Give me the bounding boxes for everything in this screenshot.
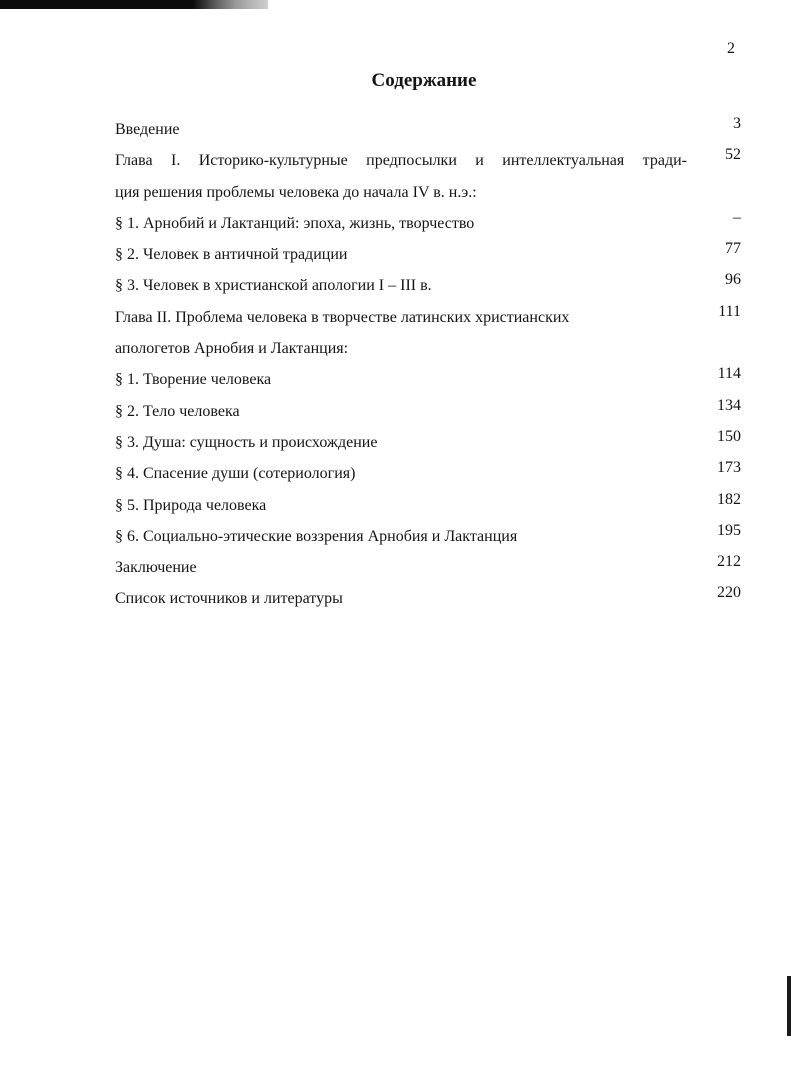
scan-side-mark: [787, 976, 791, 1036]
toc-entry-title: § 2. Человек в античной традиции: [115, 246, 348, 264]
toc-entry-page: 77: [725, 240, 741, 258]
toc-entry-page: 134: [717, 396, 741, 414]
toc-entry-conclusion: [115, 552, 741, 583]
toc-entry-title: § 2. Тело человека: [115, 402, 240, 420]
toc-entry-page: 182: [717, 490, 741, 508]
toc-entry-page: 173: [717, 459, 741, 477]
toc-entry-title: Заключение: [115, 559, 197, 577]
table-of-contents: [115, 114, 741, 615]
toc-entry-section: [115, 490, 741, 521]
toc-entry-page: –: [733, 208, 741, 226]
toc-entry-section: [115, 364, 741, 395]
toc-entry-title-line-1: Глава I. Историко-культурные предпосылки и интеллектуальная тради-: [115, 152, 687, 170]
toc-entry-page: 220: [717, 584, 741, 602]
toc-entry-title: § 1. Творение человека: [115, 371, 272, 389]
toc-entry-section: [115, 427, 741, 458]
toc-entry-page: 52: [725, 146, 741, 164]
toc-entry-title: § 6. Социально-этические воззрения Арнобия и Лактанция: [115, 527, 518, 545]
toc-entry-title: Введение: [115, 121, 180, 138]
toc-entry-page: 114: [717, 365, 741, 383]
page-number: 2: [727, 40, 735, 57]
toc-entry-title: [115, 145, 687, 208]
toc-entry-page: 195: [717, 521, 741, 539]
toc-entry-title: [115, 302, 687, 365]
toc-entry-title-line-2: апологетов Арнобия и Лактанция:: [115, 340, 349, 358]
toc-entry-title: § 3. Человек в христианской апологии I – III в.: [115, 277, 432, 295]
toc-entry-title: § 4. Спасение души (сотериология): [115, 465, 356, 483]
toc-entry-chapter-2: [115, 302, 741, 365]
toc-entry-chapter-1: [115, 145, 741, 208]
toc-entry-page: 111: [718, 302, 741, 320]
toc-entry-page: 150: [717, 427, 741, 445]
toc-entry-section: [115, 458, 741, 489]
toc-entry-title: § 3. Душа: сущность и происхождение: [115, 433, 378, 451]
toc-entry-introduction: [115, 114, 741, 145]
toc-entry-page: 212: [717, 553, 741, 571]
toc-title: Содержание: [371, 70, 477, 91]
scan-edge-mark: [0, 0, 268, 9]
toc-entry-section: [115, 239, 741, 270]
toc-entry-title: Список источников и литературы: [115, 590, 343, 608]
toc-entry-title: § 1. Арнобий и Лактанций: эпоха, жизнь, творчество: [115, 214, 475, 232]
toc-entry-section: [115, 270, 741, 301]
toc-entry-section: [115, 521, 741, 552]
toc-entry-title: § 5. Природа человека: [115, 496, 267, 514]
toc-entry-section: [115, 396, 741, 427]
toc-entry-bibliography: [115, 583, 741, 614]
toc-entry-section: [115, 208, 741, 239]
toc-entry-page: 96: [725, 271, 741, 289]
toc-entry-title-line-1: Глава II. Проблема человека в творчестве латинских христианских: [115, 308, 570, 326]
toc-entry-title-line-2: ция решения проблемы человека до начала IV в. н.э.:: [115, 183, 477, 201]
toc-entry-page: 3: [733, 115, 741, 132]
